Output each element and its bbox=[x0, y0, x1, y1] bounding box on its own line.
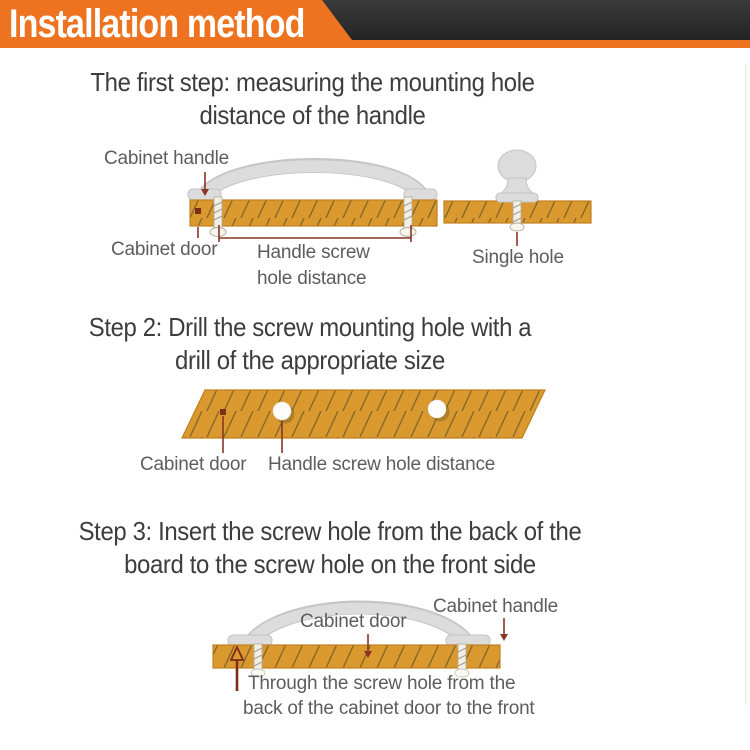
screw-distance-line1: Handle screw bbox=[257, 242, 370, 263]
step-1-heading-line1: The first step: measuring the mounting hole bbox=[90, 67, 535, 97]
step-1-cabinet-door-label: Cabinet door bbox=[111, 239, 218, 260]
cabinet-handle-pointer bbox=[500, 618, 508, 641]
step-2-heading-line1: Step 2: Drill the screw mounting hole with a bbox=[88, 312, 532, 342]
step-1-single-hole-label: Single hole bbox=[472, 247, 564, 268]
step-1-screw-distance-label bbox=[257, 240, 370, 292]
step-3-through-line2: back of the cabinet door to the front bbox=[243, 698, 535, 719]
step-2-heading bbox=[25, 311, 595, 377]
step-3-cabinet-handle-label: Cabinet handle bbox=[433, 596, 559, 617]
step-2-screw-distance-label: Handle screw hole distance bbox=[268, 454, 496, 475]
screw-distance-line2: hole distance bbox=[257, 268, 367, 289]
step-3-heading-line1: Step 3: Insert the screw hole from the back of the bbox=[78, 516, 582, 546]
step-1-heading-line2: distance of the handle bbox=[199, 100, 426, 130]
cabinet-handle-illustration bbox=[188, 166, 437, 201]
step-3-heading-line2: board to the screw hole on the front side bbox=[124, 549, 536, 579]
step-3-cabinet-door-label: Cabinet door bbox=[300, 611, 407, 632]
step-1-heading bbox=[25, 66, 600, 132]
step-3-heading bbox=[36, 515, 625, 581]
knob-illustration bbox=[444, 150, 591, 246]
step-2-heading-line2: drill of the appropriate size bbox=[175, 345, 445, 375]
step-2-cabinet-door-label: Cabinet door bbox=[140, 454, 247, 475]
cabinet-door-board bbox=[182, 390, 545, 438]
step-3-through-line1: Through the screw hole from the bbox=[248, 673, 516, 694]
step-1-cabinet-handle-label: Cabinet handle bbox=[104, 148, 230, 169]
page-title: Installation method bbox=[9, 2, 305, 46]
cabinet-door-board bbox=[190, 200, 437, 226]
